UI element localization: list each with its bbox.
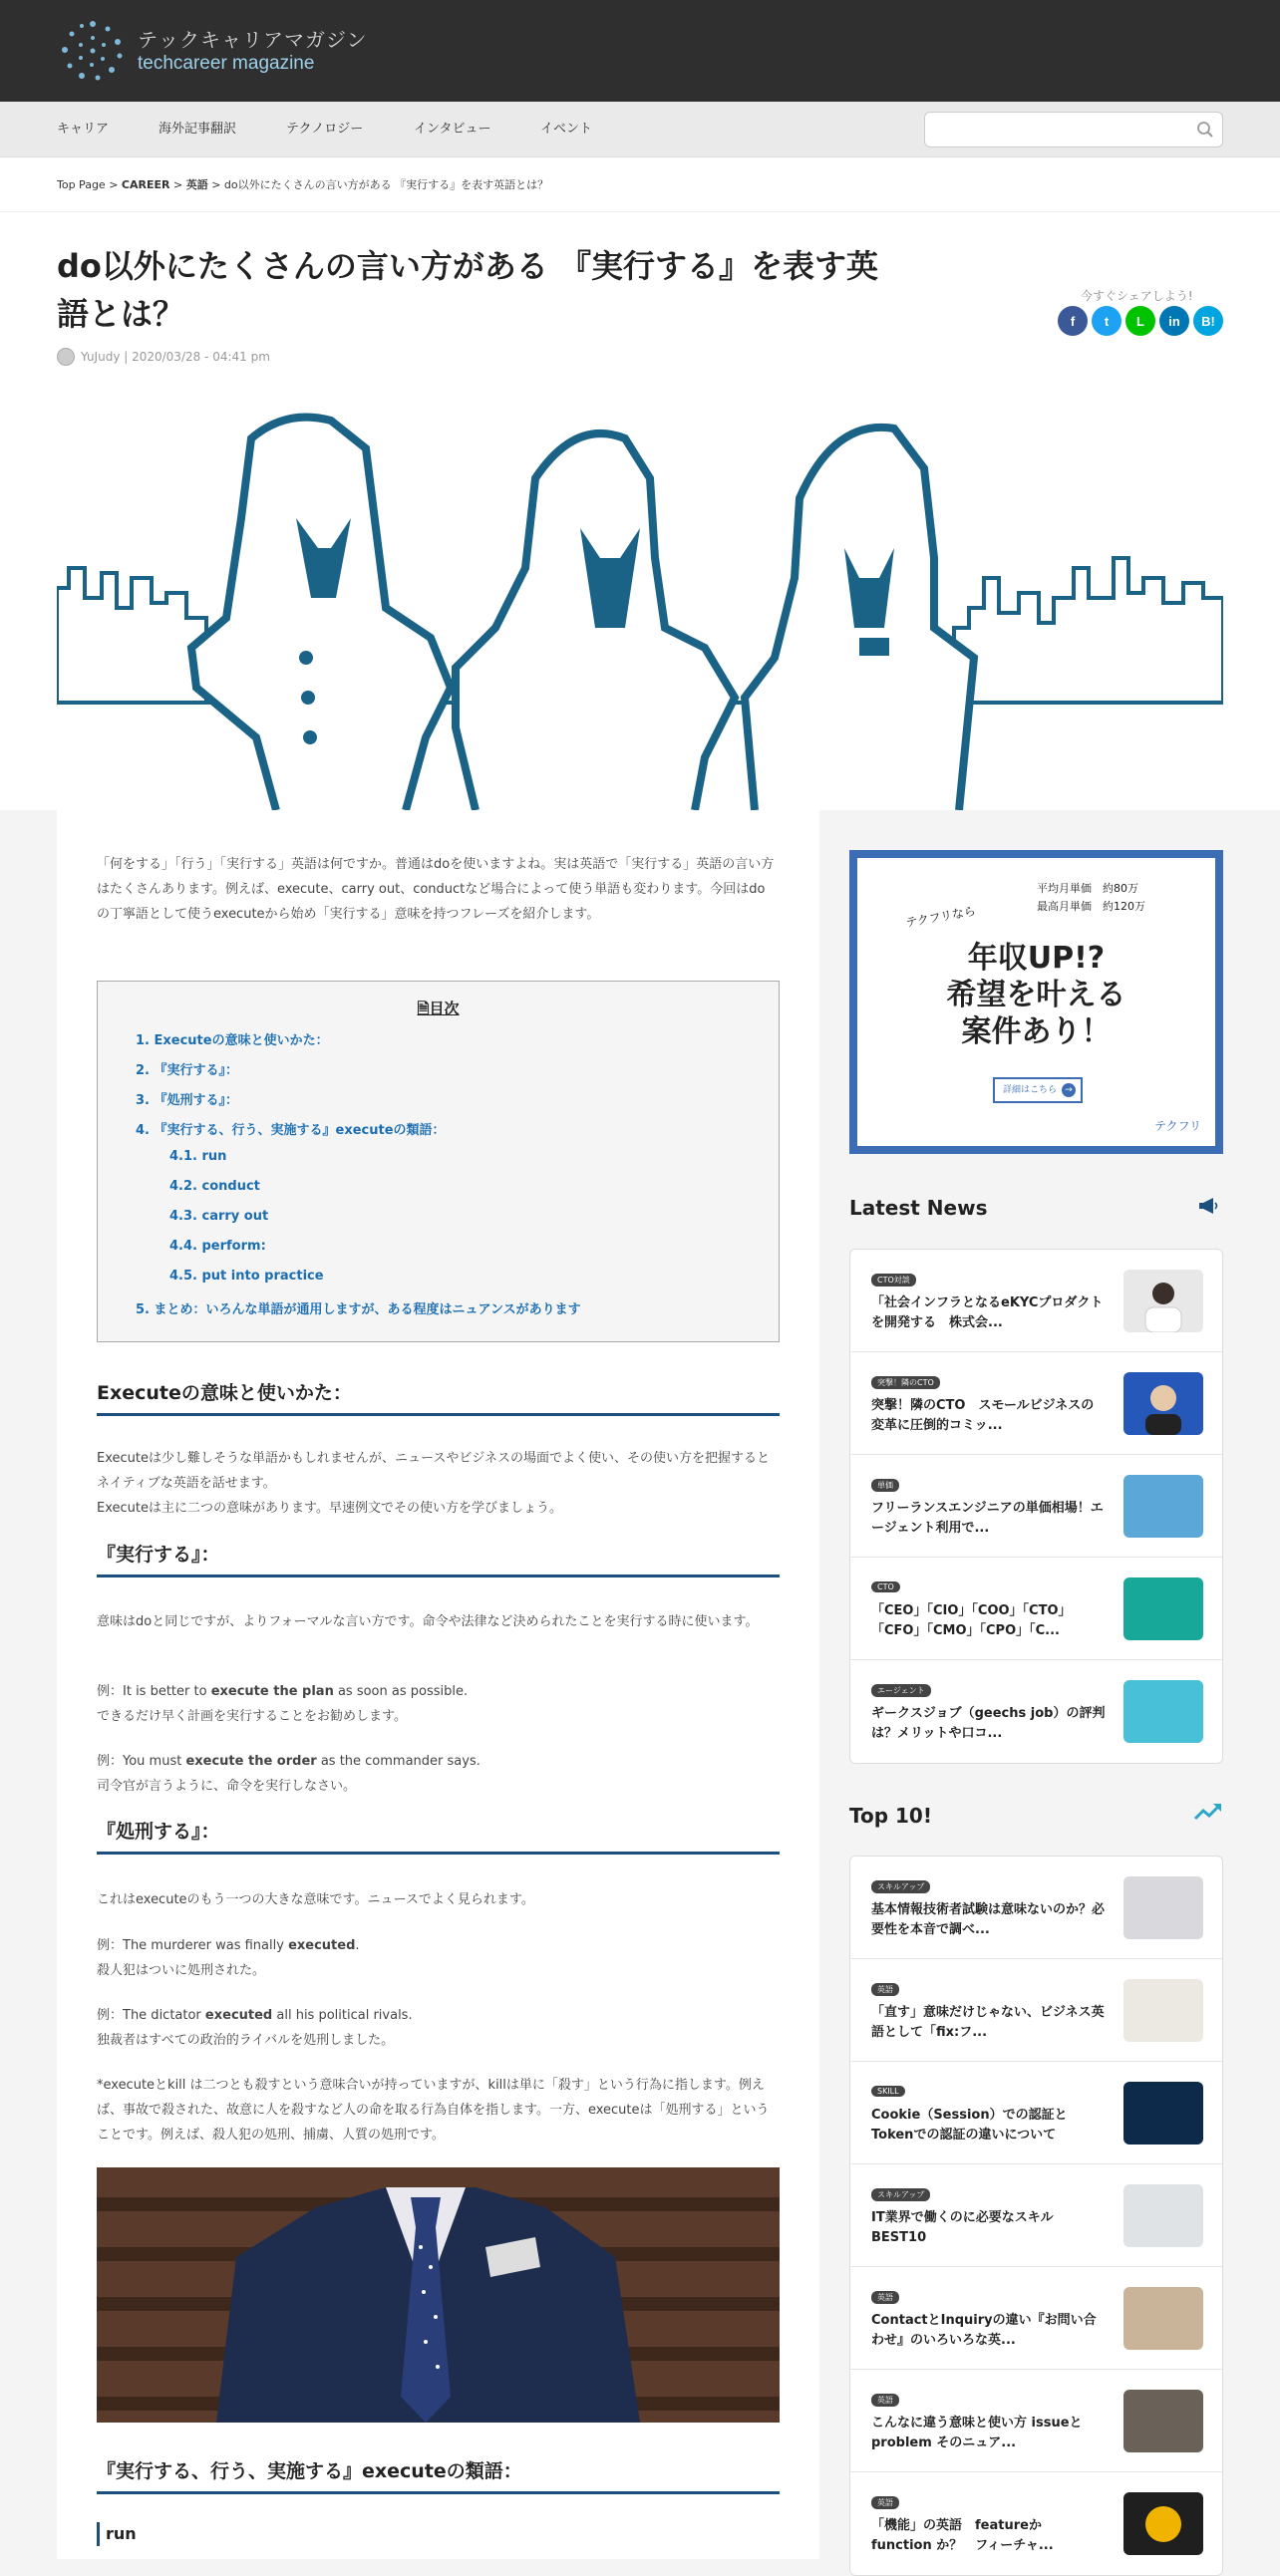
- category-badge: エージェント: [871, 1684, 931, 1697]
- toc-item[interactable]: 2. 『実行する』：: [136, 1063, 239, 1078]
- category-badge: 英語: [871, 2394, 899, 2407]
- twitter-share-icon[interactable]: t: [1092, 306, 1121, 336]
- category-badge: CTO対談: [871, 1274, 916, 1287]
- breadcrumb-career[interactable]: CAREER: [121, 178, 170, 191]
- thumbnail: [1123, 2287, 1203, 2350]
- nav-item-event[interactable]: イベント: [540, 122, 593, 137]
- site-header: [0, 0, 1280, 102]
- hero-image: [57, 399, 1223, 810]
- top10-heading: Top 10!: [849, 1804, 932, 1828]
- paragraph: *executeとkill は二つとも殺すという意味合いが持っていますが、killは単に「殺す」という行為に指します。例えば、事故で殺された、故意に人を殺すなど人の命を取る行為自体を指します。一方、executeは「処刑する」ということです。例えば、殺人犯の処刑、捕虜、人質の処刑です。: [97, 2078, 770, 2143]
- thumbnail: [1123, 1979, 1203, 2042]
- breadcrumb-home[interactable]: Top Page: [57, 178, 106, 191]
- ad-headline: 年収UP!? 希望を叶える 案件あり！: [946, 941, 1126, 1049]
- line-share-icon[interactable]: L: [1125, 306, 1155, 336]
- toc-item[interactable]: 4.5. put into practice: [169, 1269, 324, 1284]
- card-title[interactable]: 突撃！隣のCTO スモールビジネスの変革に圧倒的コミッ...: [871, 1398, 1095, 1433]
- thumbnail: [1123, 1577, 1203, 1640]
- paragraph: これはexecuteのもう一つの大きな意味です。ニュースでよく見られます。: [97, 1892, 534, 1907]
- category-badge: SKILL: [871, 2086, 905, 2097]
- thumbnail: [1123, 2390, 1203, 2452]
- section-heading: 『処刑する』：: [97, 1817, 780, 1855]
- toc-title: [98, 998, 779, 1023]
- breadcrumb-english[interactable]: 英語: [185, 178, 208, 191]
- category-badge: 英語: [871, 2496, 899, 2509]
- article-date: 2020/03/28 - 04:41 pm: [132, 350, 270, 364]
- arrow-right-icon: →: [1062, 1083, 1076, 1097]
- card-title[interactable]: 「CEO」「CIO」「COO」「CTO」「CFO」「CMO」「CPO」「C...: [871, 1603, 1072, 1638]
- list-item[interactable]: [850, 1250, 1222, 1352]
- thumbnail: [1123, 1680, 1203, 1743]
- author-avatar: [57, 348, 75, 366]
- search-input[interactable]: [924, 112, 1223, 147]
- share-label: 今すぐシェアしよう!: [1081, 289, 1193, 303]
- hatena-share-icon[interactable]: B!: [1193, 306, 1223, 336]
- example-sentence: 例：It is better to execute the plan as soon as possible. できるだけ早く計画を実行することをお勧めします。: [97, 1684, 469, 1724]
- card-title[interactable]: IT業界で働くのに必要なスキルBEST10: [871, 2210, 1054, 2245]
- list-item[interactable]: [850, 2370, 1222, 2472]
- main-nav: [0, 102, 1280, 157]
- paragraph: Executeは少し難しそうな単語かもしれませんが、ニュースやビジネスの場面でよく使い、その使い方を把握するとネイティブな英語を話せます。: [97, 1451, 770, 1491]
- category-badge: 単価: [871, 1479, 899, 1492]
- nav-item-interview[interactable]: インタビュー: [414, 122, 491, 137]
- hero-illustration: [57, 399, 1223, 810]
- category-badge: 突撃！隣のCTO: [871, 1376, 940, 1389]
- thumbnail: [1123, 2184, 1203, 2247]
- toc-item[interactable]: 4.2. conduct: [169, 1179, 260, 1194]
- card-title[interactable]: ギークスジョブ（geechs job）の評判は？メリットや口コ...: [871, 1706, 1106, 1741]
- thumbnail: [1123, 1270, 1203, 1332]
- card-title[interactable]: フリーランスエンジニアの単価相場！エージェント利用で...: [871, 1501, 1104, 1536]
- list-item[interactable]: [850, 2472, 1222, 2575]
- toc-item[interactable]: 4. 『実行する、行う、実施する』executeの類語：: [136, 1123, 446, 1138]
- thumbnail: [1123, 1372, 1203, 1435]
- list-item[interactable]: [850, 2267, 1222, 2370]
- card-title[interactable]: こんなに違う意味と使い方 issueとproblem そのニュア...: [871, 2416, 1083, 2450]
- list-item[interactable]: [850, 2062, 1222, 2164]
- search-icon[interactable]: [1196, 121, 1214, 139]
- card-title[interactable]: Cookie（Session）での認証とTokenでの認証の違いについて: [871, 2108, 1068, 2143]
- category-badge: スキルアップ: [871, 2188, 930, 2201]
- thumbnail: [1123, 2082, 1203, 2145]
- toc-item[interactable]: 4.1. run: [169, 1149, 227, 1164]
- toc-item[interactable]: 4.4. perform:: [169, 1239, 266, 1254]
- latest-news-list: [849, 1249, 1223, 1764]
- trending-up-icon: [1193, 1801, 1223, 1823]
- breadcrumb-sep: >: [105, 178, 122, 191]
- list-item[interactable]: [850, 1455, 1222, 1558]
- section-heading: 『実行する』：: [97, 1540, 780, 1577]
- breadcrumb-current: do以外にたくさんの言い方がある 『実行する』を表す英語とは？: [223, 178, 549, 191]
- logo-dots-icon: [60, 18, 126, 84]
- breadcrumb-bar: [0, 157, 1280, 212]
- ad-line1: 平均月単価 約80万: [1037, 882, 1138, 895]
- subsection-heading: run: [97, 2522, 137, 2546]
- table-of-contents: [97, 981, 780, 1342]
- article-title: do以外にたくさんの言い方がある 『実行する』を表す英語とは？: [57, 247, 879, 333]
- linkedin-share-icon[interactable]: in: [1159, 306, 1189, 336]
- ad-tag: テクフリなら: [904, 903, 977, 931]
- nav-item-career[interactable]: キャリア: [57, 122, 110, 137]
- card-title[interactable]: 「機能」の英語 featureか function か？ フィーチャ...: [871, 2518, 1055, 2553]
- example-sentence: 例：The murderer was finally executed. 殺人犯はついに処刑された。: [97, 1938, 360, 1978]
- nav-item-technology[interactable]: テクノロジー: [286, 122, 364, 137]
- facebook-share-icon[interactable]: f: [1058, 306, 1088, 336]
- ad-line2: 最高月単価 約120万: [1037, 900, 1145, 913]
- card-title[interactable]: ContactとInquiryの違い『お問い合わせ』のいろいろな英...: [871, 2313, 1097, 2348]
- list-item[interactable]: [850, 2164, 1222, 2267]
- toc-item[interactable]: 4.3. carry out: [169, 1209, 269, 1224]
- toc-item[interactable]: 3. 『処刑する』：: [136, 1093, 239, 1108]
- site-logo[interactable]: [60, 18, 368, 84]
- toc-title-text: 目次: [429, 1000, 460, 1017]
- category-badge: 英語: [871, 2291, 899, 2304]
- category-badge: スキルアップ: [871, 1880, 930, 1893]
- logo-name-ja: テックキャリアマガジン: [138, 28, 368, 52]
- share-buttons: [1058, 306, 1223, 336]
- list-item[interactable]: [850, 1352, 1222, 1455]
- thumbnail: [1123, 1876, 1203, 1939]
- paragraph: Executeは主に二つの意味があります。早速例文でその使い方を学びましょう。: [97, 1501, 562, 1516]
- example-sentence: 例：You must execute the order as the commander says. 司令官が言うように、命令を実行しなさい。: [97, 1754, 480, 1794]
- latest-news-heading: Latest News: [849, 1196, 988, 1220]
- section-heading: Executeの意味と使いかた：: [97, 1378, 780, 1416]
- nav-item-overseas[interactable]: 海外記事翻訳: [159, 122, 237, 137]
- megaphone-icon: [1196, 1194, 1220, 1218]
- thumbnail: [1123, 2492, 1203, 2555]
- category-badge: 英語: [871, 1983, 899, 1996]
- list-item[interactable]: [850, 1660, 1222, 1763]
- breadcrumb: [57, 157, 548, 212]
- thumbnail: [1123, 1475, 1203, 1538]
- top10-list: [849, 1856, 1223, 2576]
- example-sentence: 例：The dictator executed all his political rivals. 独裁者はすべての政治的ライバルを処刑しました。: [97, 2008, 413, 2048]
- paragraph: 意味はdoと同じですが、よりフォーマルな言い方です。命令や法律など決められたことを実行する時に使います。: [97, 1614, 759, 1629]
- breadcrumb-sep: >: [169, 178, 186, 191]
- toc-item[interactable]: 5. まとめ：いろんな単語が通用しますが、ある程度はニュアンスがあります: [136, 1302, 581, 1317]
- list-item[interactable]: [850, 1558, 1222, 1660]
- logo-name-en: techcareer magazine: [138, 53, 315, 74]
- ad-cta-button[interactable]: 詳細はこちら →: [993, 1077, 1083, 1103]
- section-heading: 『実行する、行う、実施する』executeの類語：: [97, 2456, 780, 2494]
- ad-logo: テクフリ: [1153, 1119, 1201, 1133]
- card-title[interactable]: 基本情報技術者試験は意味ないのか？必要性を本音で調べ...: [871, 1902, 1106, 1937]
- article-meta: [57, 348, 270, 366]
- card-title[interactable]: 「直す」意味だけじゃない、ビジネス英語として「fix:フ...: [871, 2005, 1105, 2040]
- breadcrumb-sep: >: [207, 178, 224, 191]
- document-icon: 🗎: [417, 1000, 430, 1017]
- list-item[interactable]: [850, 1959, 1222, 2062]
- author-name[interactable]: YuJudy: [81, 350, 121, 364]
- card-title[interactable]: 「社会インフラとなるeKYCプロダクトを開発する 株式会...: [871, 1295, 1104, 1330]
- category-badge: CTO: [871, 1581, 900, 1592]
- article-intro: 「何をする」「行う」「実行する」英語は何ですか。普通はdoを使いますよね。実は英語で「実行する」英語の言い方はたくさんあります。例えば、execute、carry out、conductなど場合によって使う単語も変わります。今回はdoの丁寧語として使うexecuteから始め「実行する」意味を持つフレーズを紹介します。: [97, 857, 775, 922]
- techfree-ad-banner[interactable]: [849, 850, 1223, 1154]
- list-item[interactable]: [850, 1857, 1222, 1959]
- toc-item[interactable]: 1. Executeの意味と使いかた：: [136, 1033, 329, 1048]
- meta-sep: |: [120, 350, 133, 364]
- article-photo-businessman: [97, 2167, 780, 2423]
